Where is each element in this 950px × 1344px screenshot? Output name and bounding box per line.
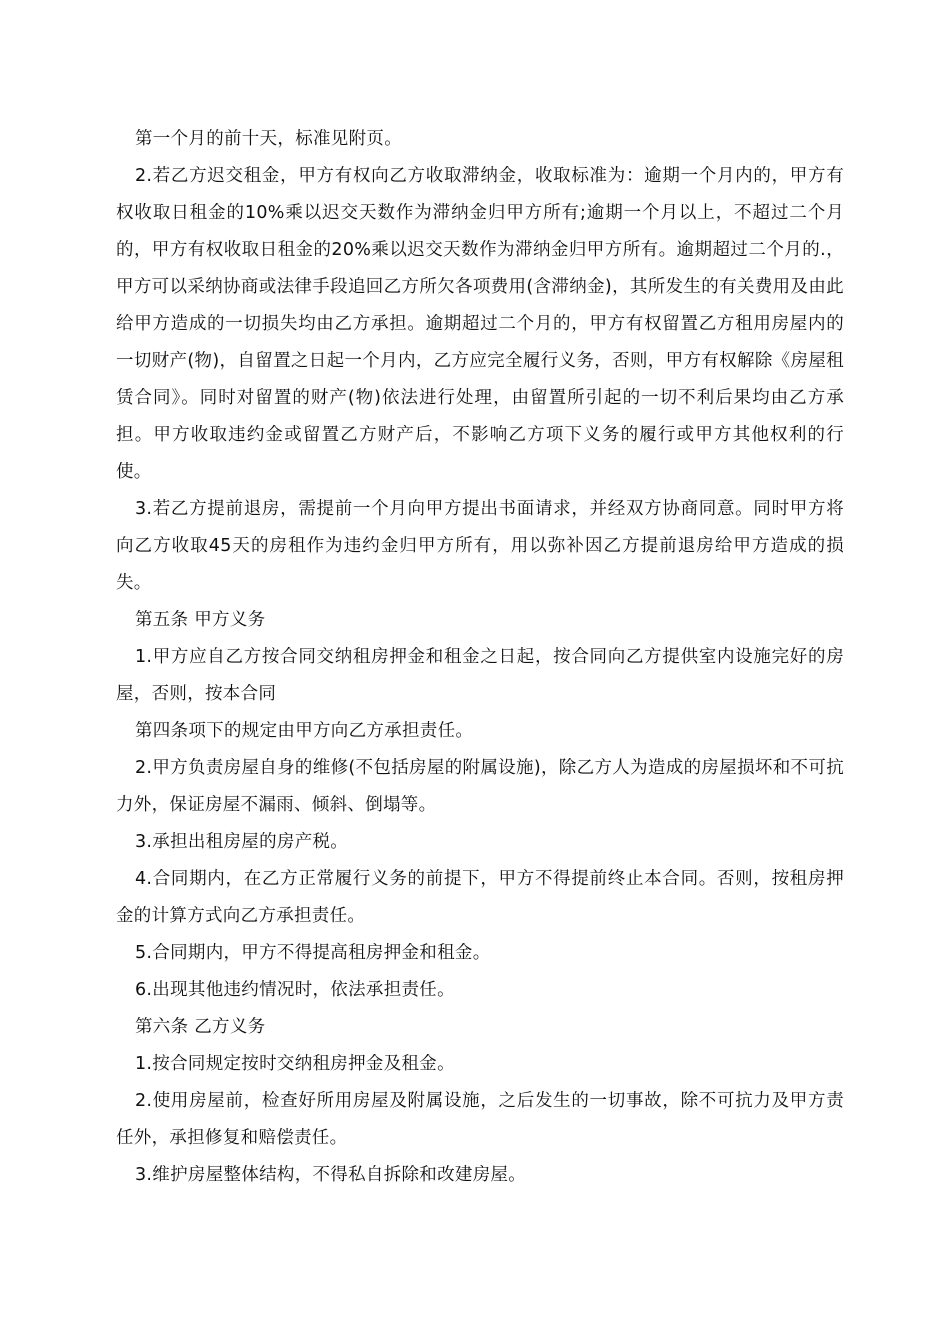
paragraph-lessor-duty-2: 2.甲方负责房屋自身的维修(不包括房屋的附属设施)，除乙方人为造成的房屋损坏和不可抗力外，保证房屋不漏雨、倾斜、倒塌等。 (116, 758, 844, 815)
paragraph-lessor-duty-6: 6.出现其他违约情况时，依法承担责任。 (135, 980, 455, 1000)
document-body (116, 121, 844, 1194)
paragraph-lessor-duty-1: 1.甲方应自乙方按合同交纳租房押金和租金之日起，按合同向乙方提供室内设施完好的房屋，否则，按本合同 (116, 647, 844, 704)
heading-article-6: 第六条 乙方义务 (135, 1017, 266, 1037)
paragraph-lessor-duty-3: 3.承担出租房屋的房产税。 (135, 832, 349, 852)
paragraph-lessee-duty-1: 1.按合同规定按时交纳租房押金及租金。 (135, 1054, 455, 1074)
paragraph-lessee-duty-2: 2.使用房屋前，检查好所用房屋及附属设施，之后发生的一切事故，除不可抗力及甲方责任外，承担修复和赔偿责任。 (116, 1091, 844, 1148)
paragraph-lessee-duty-3: 3.维护房屋整体结构，不得私自拆除和改建房屋。 (135, 1165, 527, 1185)
paragraph-lessor-duty-5: 5.合同期内，甲方不得提高租房押金和租金。 (135, 943, 491, 963)
paragraph-lessor-duty-4: 4.合同期内，在乙方正常履行义务的前提下，甲方不得提前终止本合同。否则，按租房押金的计算方式向乙方承担责任。 (116, 869, 844, 926)
paragraph-late-fee: 2.若乙方迟交租金，甲方有权向乙方收取滞纳金，收取标准为：逾期一个月内的，甲方有权收取日租金的10%乘以迟交天数作为滞纳金归甲方所有;逾期一个月以上，不超过二个月的，甲方有权收取日租金的20%乘以迟交天数作为滞纳金归甲方所有。逾期超过二个月的.，甲方可以采纳协商或法律手段追回乙方所欠各项费用(含滞纳金)，其所发生的有关费用及由此给甲方造成的一切损失均由乙方承担。逾期超过二个月的，甲方有权留置乙方租用房屋内的一切财产(物)，自留置之日起一个月内，乙方应完全履行义务，否则，甲方有权解除《房屋租赁合同》。同时对留置的财产(物)依法进行处理，由留置所引起的一切不利后果均由乙方承担。甲方收取违约金或留置乙方财产后，不影响乙方项下义务的履行或甲方其他权利的行使。 (116, 166, 844, 482)
heading-article-5: 第五条 甲方义务 (135, 610, 266, 630)
paragraph-early-termination: 3.若乙方提前退房，需提前一个月向甲方提出书面请求，并经双方协商同意。同时甲方将向乙方收取45天的房租作为违约金归甲方所有，用以弥补因乙方提前退房给甲方造成的损失。 (116, 499, 844, 593)
paragraph-rent-period: 第一个月的前十天，标准见附页。 (135, 129, 402, 149)
paragraph-lessor-duty-1-cont: 第四条项下的规定由甲方向乙方承担责任。 (135, 721, 474, 741)
